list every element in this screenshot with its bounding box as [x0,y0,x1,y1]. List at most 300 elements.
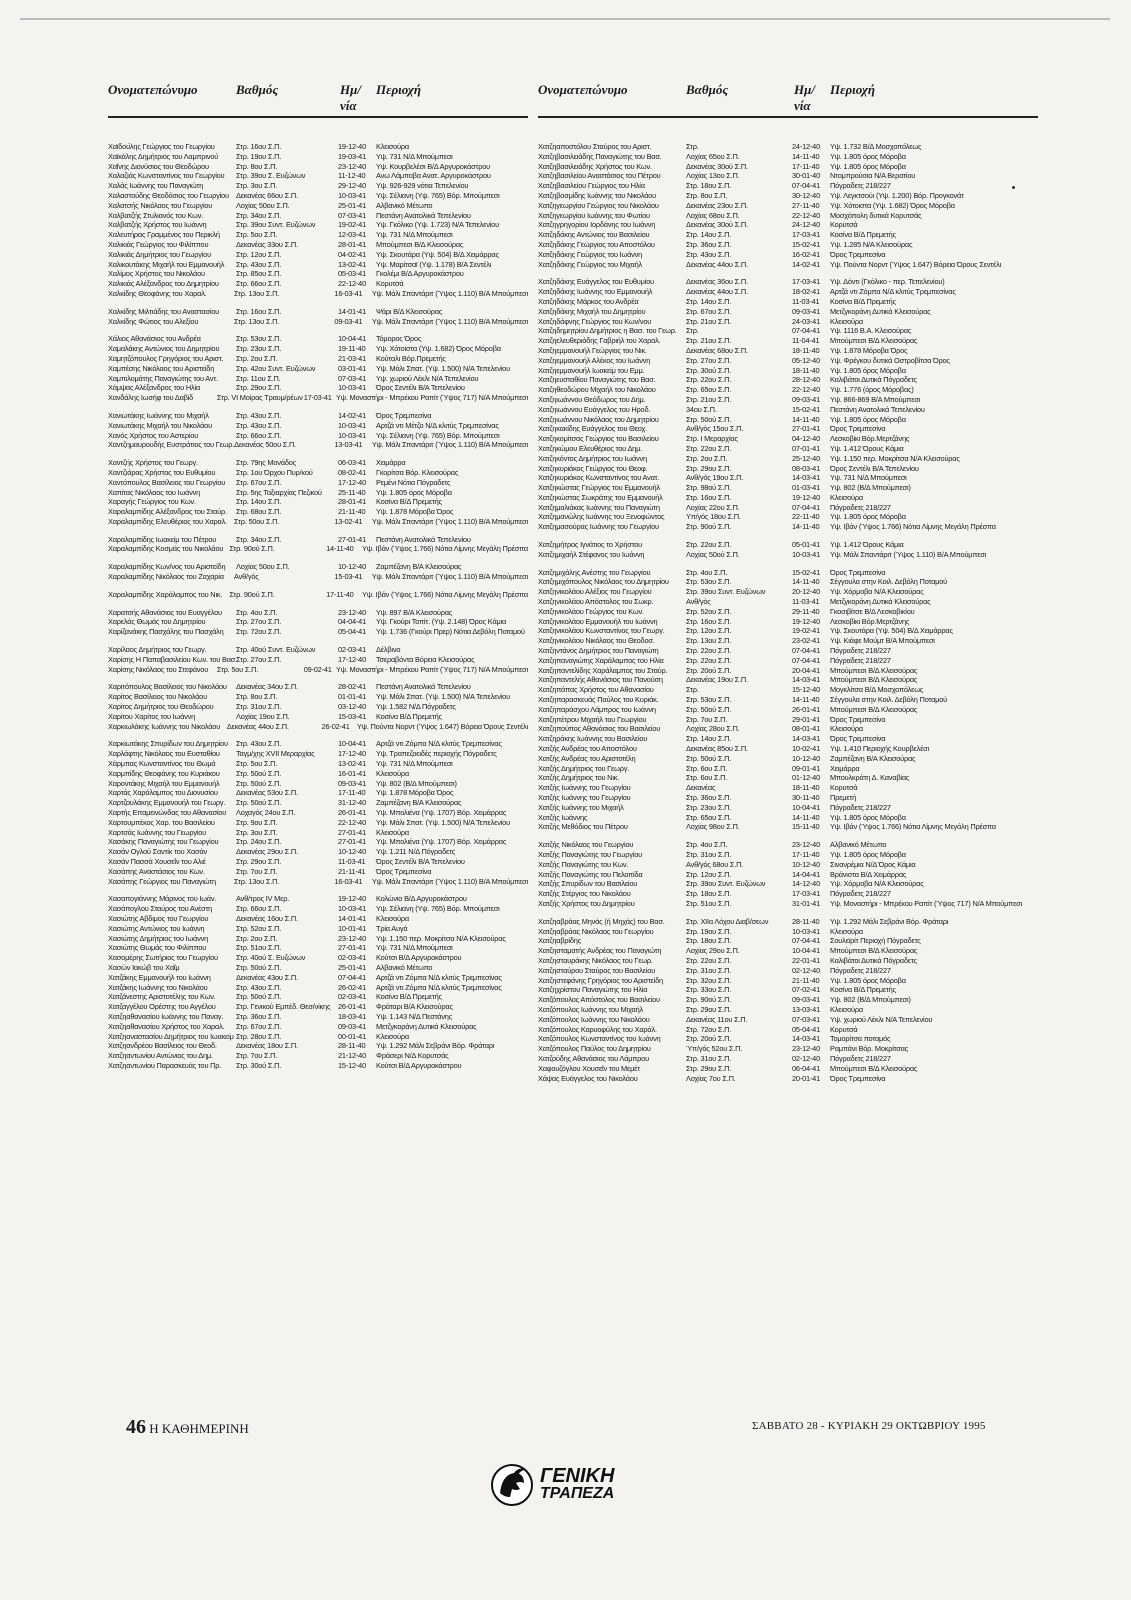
cell-name: Χασαπογιάννης Μάρινος του Ιωάν. [108,894,217,904]
header-date: Ημ/νία [340,82,361,113]
cell-date: 17-11-40 [792,161,820,171]
cell-name: Χατζηκυριάκος Γεώργιος του Θεοφ. [538,463,648,473]
cell-date: 21-11-40 [338,507,366,517]
cell-area: Κολώνιο Β/Δ Αργυροκάστρου [376,894,467,904]
cell-date: 18-02-41 [792,287,820,297]
cell-name: Χατζημαλιάκας Ιωάννης του Παναγιώτη [538,502,660,512]
table-row [538,927,1038,937]
cell-rank: Δεκανέας 11ου Σ.Π. [686,1014,748,1024]
cell-date: 16-01-41 [338,768,366,778]
cell-rank: Στρ. 40ού Σ. Ευζώνων [236,953,306,963]
cell-date: 10-03-41 [338,190,366,200]
cell-name: Χατζηεμμανουήλ Αλέκος του Ιωάννη [538,355,651,365]
cell-area: Υψ. 1.805 όρος Μόροβα [830,414,906,424]
cell-name: Χατζηγεωργίου Γεώργιος του Νικολάου [538,200,659,210]
header-name: Ονοματεπώνυμο [538,82,628,97]
cell-rank: Στρ. 18ου Σ.Π. [686,889,732,899]
cell-date: 05-01-41 [792,540,820,550]
cell-rank: Στρ. 7ου Σ.Π. [686,714,728,724]
table-row [108,211,528,221]
cell-area: Κοσίνα Β/Δ Πρεμετής [830,296,896,306]
cell-area: Μετζγκοράνη Δυτικά Κλεισούρας [830,306,931,316]
cell-date: 10-03-41 [792,926,820,936]
cell-date: 05-03-41 [338,269,366,279]
cell-name: Χατζής Ιωάννης του Μιχαήλ [538,802,624,812]
cell-date: 14-11-40 [792,522,820,532]
cell-area: Υψ. Σκουτάρα (Υψ. 504) Β/Δ Χειμάρρας [830,626,953,636]
cell-date: 28-01-41 [338,239,366,249]
cell-date: 14-11-40 [792,695,820,705]
cell-name: Χατζηπαντελίδης Χαράλαμπος του Σταύρ. [538,665,668,675]
table-row [108,655,528,665]
cell-area: Όρος Σεντέλι Β/Α Τεπελενίου [376,383,465,393]
cell-rank: Στρ. 52ου Σ.Π. [686,606,732,616]
cell-rank: Στρ. 50ού Σ.Π. [686,753,732,763]
cell-name: Χαρίσης Νικόλαος του Στεφάνου [108,664,209,674]
cell-rank: Στρ. 29ου Σ.Π. [236,857,282,866]
cell-name: Χατζηνικολάου Κωνσταντίνος του Γεωργ. [538,626,665,636]
cell-area: Πεστάνη Ανατολικά Τεπελενίου [376,534,471,544]
table-row [538,424,1038,434]
cell-area: Υψ. 1.805 όρος Μόροβα [830,512,906,522]
table-row [538,773,1038,783]
cell-area: Κούτσι Β/Δ Αργυροκάστρου [376,953,462,963]
cell-date: 05-04-41 [338,627,366,637]
cell-rank: Δεκανέας 30ού Σ.Π. [686,220,748,230]
table-row [538,822,1038,832]
cell-area: Μπούμπεσι Β/Δ Κλεισούρας [830,1063,918,1073]
table-row [538,366,1038,376]
table-row [538,415,1038,425]
cell-rank: Λοχίας 50ού Σ.Π. [686,549,740,559]
cell-rank: Στρ. 19ου Σ.Π. [686,926,732,936]
cell-area: Κλεισούρα [830,926,863,936]
cell-name: Χαντζής Χρήστος του Γεωργ. [108,458,198,468]
table-row [108,1051,528,1061]
cell-area: Κούτσι Β/Δ Αργυροκάστρου [376,1060,462,1070]
cell-name: Χατζηαντωνίου Αντώνιος του Δημ. [108,1051,213,1061]
table-row [538,813,1038,823]
cell-rank: Στρ. 30ού Σ.Π. [686,365,732,375]
cell-date: 09-03-41 [792,306,820,316]
cell-area: Λεσκοβίκι Βόρ.Μερτζάνης [830,616,910,626]
cell-rank: Στρ. 43ου Σ.Π. [236,420,282,430]
cell-name: Χαραλαμπίδης Χαράλαμπος του Νικ. [108,589,223,599]
table-row [538,946,1038,956]
table-row [538,336,1038,346]
cell-rank: Στρ. 31ου Σ.Π. [686,965,732,975]
cell-date: 28-11-40 [338,1041,366,1051]
table-row [538,326,1038,336]
cell-area: Μπούμπεσι Β/Δ Κλεισούρας [830,675,918,685]
cell-date: 29-12-40 [338,181,366,191]
cell-date: 27-01-41 [792,424,820,434]
cell-area: Αλβανικό Μέτωπο [376,962,433,972]
table-row [108,1041,528,1051]
table-row [538,171,1038,181]
cell-name: Χαντόπουλος Βασίλειος του Γεωργίου [108,477,226,487]
cell-date: 15-02-41 [792,567,820,577]
table-row [108,393,528,403]
table-row [538,444,1038,454]
cell-area: Φράσερι Ν/Δ Κορυτσάς [376,1051,449,1061]
cell-area: Υψ. Μάλι Σπατ. (Υψ. 1.500) Ν/Α Τεπελενίου [376,692,510,702]
cell-rank: Δεκανέας 44ου Σ.Π. [686,259,748,269]
cell-area: Τομορίτσα ποταμός [830,1034,891,1044]
cell-date: 02-03-41 [338,645,366,655]
cell-rank: Στρ. 31ου Σ.Π. [686,1053,732,1063]
cell-area: Ντομπρούσια Ν/Α Βερατίου [830,171,916,181]
cell-name: Χασιώτης Δημήτριος του Ιωάννη [108,933,209,943]
cell-rank: Στρ. 28ου Σ.Π. [236,1031,282,1041]
cell-date: 20-04-41 [792,665,820,675]
table-row [108,722,528,732]
cell-rank: Λοχαγός 24ου Σ.Π. [236,808,296,818]
cell-name: Χαϊδούλης Γεώργιος του Γεωργίου [108,142,215,151]
table-row [108,334,528,344]
table-row [538,483,1038,493]
table-row [108,682,528,692]
left-rows [108,142,528,1071]
table-row [108,1012,528,1022]
table-row [538,705,1038,715]
cell-rank: Λοχίας 19ου Σ.Π. [236,711,290,721]
cell-area: Υψ. Μοναστήρι - Μπρέκου Ραπίτ (Ύψος 717) Ν/Α Μπούμπεσι [830,898,1022,908]
cell-area: Λεσκοβίκι Βόρ.Μερτζάνης [830,434,910,444]
table-row [538,522,1038,532]
cell-area: Πόγραδετς 218/227 [830,802,891,812]
cell-name: Χατζηνικολάου Αλέξιος του Γεωργίου [538,587,652,597]
cell-date: 24-03-41 [792,316,820,326]
table-row [538,870,1038,880]
table-row [538,1034,1038,1044]
cell-name: Χατζημιχάλης Ανέστης του Γεωργίου [538,567,651,577]
cell-area: Μετζγκοράνη Δυτικά Κλεισούρας [376,1021,477,1031]
cell-date: 28-11-40 [792,916,820,926]
cell-date: 11-12-40 [338,171,366,181]
cell-rank: Ανθ/γός [686,597,711,607]
cell-rank: Λοχίας 22ου Σ.Π. [686,502,740,512]
row-spacer [538,832,1038,840]
cell-rank: Στρ. 21ου Σ.Π. [686,336,732,346]
cell-rank: Δεκανέας 18ου Σ.Π. [236,1041,298,1051]
cell-name: Χανιωτάκης Μιχαήλ του Νικολάου [108,420,212,430]
cell-date: 10-12-40 [792,859,820,869]
cell-name: Χαρτής Επαμεινώνδας του Αθανασίου [108,808,227,818]
table-row [108,344,528,354]
cell-date: 27-01-41 [338,534,366,544]
table-row [108,867,528,877]
cell-name: Χαρίτου Χαρίτος του Ιωάννη [108,711,196,721]
table-row [108,692,528,702]
issue-date: ΣΑΒΒΑΤΟ 28 - ΚΥΡΙΑΚΗ 29 ΟΚΤΩΒΡΙΟΥ 1995 [752,1420,986,1432]
table-row [538,666,1038,676]
cell-rank: Λοχίας 28ου Σ.Π. [686,724,740,734]
cell-name: Χατζηδάκης Μάρκος του Ανδρέα [538,296,639,306]
cell-area: Υψ. Μάλι Σπαντάριτ (Ύψος 1.110) Β/Α Μπούμπεσι [830,549,987,559]
cell-name: Χατζηθεοδώρου Μιχαήλ του Νικολάου [538,385,656,395]
table-row [538,464,1038,474]
table-row [108,152,528,162]
cell-name: Χαλατσής Νικόλαος του Γεωργίου [108,200,213,210]
table-row [108,590,528,600]
cell-area: Υψ. Μάλι Σπαντάριτ (Ύψος 1.110) Β/Α Μπούμπεσι [371,288,528,298]
cell-area: Όρος Τρεμπεσίνα [376,866,432,876]
cell-area: Σέγγουλα στην Κοιλ. Δεβόλη Ποταμού [830,577,947,587]
page-number: 46 [126,1416,146,1438]
table-row [108,608,528,618]
cell-area: Υψ. 1.412 Όρους Κάμια [830,443,904,453]
table-row [108,240,528,250]
cell-name: Χατζηαβρίδης [538,936,582,946]
cell-name: Χαρατσής Αθανάσιος του Ευαγγέλου [108,607,222,617]
cell-area: Υψ. 731 Ν/Δ Μπούμπεσι [376,759,453,769]
cell-area: Αρτζά ντι Ζόμπα Ν/Δ κλιτύς Τρεμπεσίνας [830,287,956,297]
table-row [538,879,1038,889]
cell-area: Αρτζά ντι Μέτζο Ν/Δ κλιτύς Τρεμπεσίνας [376,420,499,430]
table-row [538,405,1038,415]
cell-area: Υψ. 1.805 όρος Μόροβα [830,975,906,985]
cell-rank: Λοχίας 50ου Σ.Π. [236,200,290,210]
cell-area: Υψ. Χότοιστα (Υψ. 1.682) Όρος Μόροβα [376,344,501,354]
cell-area: Πόγραδετς 218/227 [830,965,891,975]
cell-area: Πόγραδετς 218/227 [830,502,891,512]
cell-name: Χατζηκακίδης Ευάγγελος του Θεοχ. [538,424,648,434]
cell-area: Ζαμπέζανη Β/Α Κλεισούρας [830,753,916,763]
cell-rank: Δεκανέας 44ου Σ.Π. [686,287,748,297]
table-row [108,181,528,191]
cell-area: Υψ. 1.732 Β/Δ Μοσχοπόλεως [830,142,922,151]
cell-name: Χαλκίδης Μιλτιάδης του Αναστασίου [108,306,220,316]
cell-rank: Στρ. 51ου Σ.Π. [236,943,282,953]
cell-rank: Στρ. 13ου Σ.Π. [234,876,280,886]
cell-date: 19-03-41 [338,151,366,161]
cell-name: Χατζής Παναγιώτης του Κων. [538,859,629,869]
cell-area: Τρία Αυγά [376,923,408,933]
table-row [538,803,1038,813]
table-row [108,924,528,934]
cell-name: Χατζηράκης Ιωάννης του Βασιλείου [538,734,648,744]
table-row [108,665,528,675]
cell-name: Χατζηευσταθίου Παναγιώτης του Βασ. [538,375,656,385]
cell-rank: Στρ. 3ου Σ.Π. [236,181,278,191]
cell-date: 30-01-40 [792,171,820,181]
cell-rank: Στρ. 18ου Σ.Π. [686,936,732,946]
table-row [108,1061,528,1071]
cell-rank: Στρ. 53ου Σ.Π. [686,577,732,587]
cell-rank: Στρ. 30ού Σ.Π. [236,1060,282,1070]
cell-name: Χαπίτας Νικόλαος του Ιωάννη [108,487,200,497]
cell-area: Υψ. 1.776 (όρος Μόροβας) [830,385,914,395]
cell-rank: Στρ. 66ου Σ.Π. [236,430,282,440]
cell-date: 04-12-40 [792,434,820,444]
cell-area: Υψ. Μάλι Σπαντάριτ (Ύψος 1.110) Β/Α Μπούμπεσι [371,516,528,526]
cell-rank: Στρ. 36ου Σ.Π. [686,793,732,802]
row-spacer [108,637,528,645]
header-rank: Βαθμός [236,82,279,97]
cell-name: Χασιώτης Αβδιμος του Γεωργίου [108,913,209,923]
cell-date: 17-12-40 [338,477,366,487]
cell-name: Χαλβατζής Χρήστος του Ιωάννη [108,220,207,230]
cell-name: Χατζηβασιλειάδης Παναγιώτης του Βασ. [538,151,662,161]
table-row [108,142,528,152]
cell-area: Υψ. 1.805 όρος Μόροβα [830,365,906,375]
table-row [108,914,528,924]
table-row [108,458,528,468]
cell-rank: Στρ. I Μεραρχίας [686,434,738,444]
cell-rank: Ανθ/τρος IV Μερ. [236,894,290,904]
cell-date: 01-12-40 [792,773,820,783]
cell-rank: Στρ. 39ου Συντ. Ευζώνων [686,587,766,597]
cell-rank: Στρ. 32ου Σ.Π. [686,975,732,985]
cell-name: Χατζημιχόπουλος Νικόλαος του Δημητρίου [538,577,669,587]
cell-date: 08-03-41 [792,463,820,473]
table-row [108,749,528,759]
cell-date: 28-01-41 [338,497,366,507]
cell-date: 10-04-41 [792,946,820,956]
cell-date: 08-02-41 [338,467,366,477]
table-row [108,617,528,627]
cell-area: Χειμάρρα [830,763,860,773]
cell-rank: Στρ. 72ου Σ.Π. [686,1024,732,1034]
cell-rank: Στρ. 29ου Σ.Π. [686,1063,732,1073]
cell-area: Μογκλίτσα Β/Δ Μοσχοπόλεως [830,685,924,695]
cell-rank: Στρ. 5ου Σ.Π. [236,230,278,240]
cell-area: Υψ. 1.805 όρος Μόροβα [830,849,906,859]
cell-rank: Στρ. 52ου Σ.Π. [236,923,282,933]
cell-date: 07-03-41 [792,1014,820,1024]
cell-rank: Στρ. 39ου Συντ. Ευζώνων [686,879,766,889]
cell-rank: Στρ. 22ου Σ.Π. [686,443,732,453]
cell-name: Χατζόπουλος Ιωάννης του Νικολάου [538,1014,650,1024]
cell-rank: Στρ. 18ου Σ.Π. [686,181,732,191]
cell-rank: Στρ. 50ού Σ.Π. [686,704,732,714]
table-row [108,279,528,289]
cell-area: Υψ. Μάλι Σπαντάριτ (Ύψος 1.110) Β/Α Μπούμπεσι [371,572,528,582]
cell-date: 29-11-40 [792,606,820,616]
cell-date: 26-01-41 [338,808,366,818]
cell-name: Χαλικιάς Δημήτριος του Γεωργίου [108,249,211,259]
table-row [108,779,528,789]
cell-date: 13-03-41 [334,440,363,450]
cell-rank: Στρ. 4ου Σ.Π. [686,567,728,577]
cell-rank: Στρ. 90ού Σ.Π. [686,995,732,1005]
cell-rank: Στρ. 22ου Σ.Π. [686,646,732,656]
cell-area: Αλβανικό Μέτωπο [830,840,887,850]
cell-date: 11-04-41 [792,336,820,346]
cell-name: Χατζησταματής Ανδρέας του Παναγιώτη [538,946,662,956]
cell-area: Τόμορος Όρος [376,334,422,344]
table-row [538,356,1038,366]
table-row [108,953,528,963]
cell-rank: Στρ. 39ου Σ. Ευζώνων [236,171,306,181]
table-row [538,936,1038,946]
cell-date: 23-12-40 [338,933,366,943]
cell-name: Χατζάκης Ιωάννης του Νικολάου [108,982,208,992]
cell-date: 10-03-41 [338,904,366,914]
cell-name: Χατζόπουλος Ιωάννης του Μιχαήλ [538,1004,644,1014]
cell-date: 19-11-40 [338,344,366,354]
table-row [108,798,528,808]
table-row [538,220,1038,230]
cell-date: 18-11-40 [792,783,820,793]
cell-date: 21-12-40 [338,1051,366,1061]
cell-date: 07-01-41 [792,443,820,453]
cell-rank: Στρ. 5ης Ταξιαρχίας Πεζικού [236,487,322,497]
table-row [108,943,528,953]
cell-date: 18-03-41 [338,1011,366,1021]
header-date: Ημ/νία [794,82,815,113]
table-row [538,1054,1038,1064]
cell-name: Χατζηδάκης Μιχαήλ του Δημητρίου [538,306,646,316]
cell-name: Χατζηστεφάνης Γρηγόριος του Αριστείδη [538,975,663,985]
cell-name: Χαρμπίδης Θεοφάνης του Κυριάκου [108,768,220,778]
cell-date: 10-12-40 [338,847,366,857]
cell-date: 23-12-40 [792,840,820,850]
cell-date: 27-01-41 [338,943,366,953]
table-row [538,840,1038,850]
table-row [538,473,1038,483]
cell-rank: Στρ. 50ου Σ.Π. [234,516,280,526]
cell-date: 09-03-41 [792,995,820,1005]
cell-name: Χατζής Ανδρέας του Αριστοτέλη [538,753,636,763]
cell-rank: Ανθ/γός [234,572,259,582]
cell-area: Όρος Τρεμπεσίνα [830,249,886,259]
cell-date: 26-01-41 [792,704,820,714]
cell-date: 08-01-41 [792,724,820,734]
row-spacer [538,269,1038,277]
table-row [108,894,528,904]
table-row [538,568,1038,578]
cell-name: Χατζής Χρήστος του Δημητρίου [538,898,635,908]
table-row [538,250,1038,260]
cell-rank: Στρ. 4ου Σ.Π. [236,607,278,617]
cell-rank: Στρ. 85ου Σ.Π. [236,269,282,279]
cell-rank: Στρ. 27ου Σ.Π. [236,617,282,627]
cell-name: Χατζής Μεθόδιος του Πέτρου [538,822,628,832]
cell-area: Υψ. 1.805 όρος Μόροβα [830,151,906,161]
cell-date: 19-02-41 [792,626,820,636]
cell-date: 26-02-41 [338,982,366,992]
cell-name: Χατζημανώλης Ιωάννης του Ξενοφώντος [538,512,665,522]
cell-date: 15-03-41 [334,572,363,582]
cell-date: 09-03-41 [338,778,366,788]
cell-rank: Στρ. 8ου Σ.Π. [236,161,278,171]
cell-date: 01-03-41 [792,483,820,493]
cell-name: Χατζηδάκης Γεώργιος του Μιχαήλ [538,259,643,269]
cell-area: Υψ. 1.410 Περιοχής Κουρβελέσι [830,744,929,754]
cell-name: Χατζόπουλος Απόστολος του Βασιλείου [538,995,660,1005]
cell-area: Υψ. Κιάφε Μούμτ Β/Α Μπούμπεσι [830,636,935,646]
cell-rank: Ύπ/γός 52ου Σ.Π. [686,1044,743,1054]
cell-date: 14-11-40 [792,414,820,424]
cell-area: Πόγραδετς 218/227 [830,655,891,665]
cell-area: Σέγγουλα στην Κοιλ. Δεβόλη Ποταμού [830,695,947,705]
cell-rank: Στρ. 22ου Σ.Π. [686,655,732,665]
cell-date: 17-12-40 [338,654,366,664]
cell-rank: Ταγμ/χης XVII Μεραρχίας [236,749,315,759]
cell-rank: Δεκανέας 66ου Σ.Π. [236,190,298,200]
table-row [108,431,528,441]
cell-name: Χατζηδημητρίου Δημήτριος η Βασ. του Γεωρ. [538,326,677,336]
cell-rank: Στρ. 67ου Σ.Π. [236,477,282,487]
cell-rank: Στρ. 9ου Σ.Π. [236,817,278,827]
table-row [538,607,1038,617]
table-header [108,82,528,118]
cell-name: Χαμαλάκης Αντώνιος του Δημητρίου [108,344,220,354]
cell-date: 05-12-40 [792,355,820,365]
cell-rank: Λοχίας 7ου Σ.Π. [686,1073,736,1083]
